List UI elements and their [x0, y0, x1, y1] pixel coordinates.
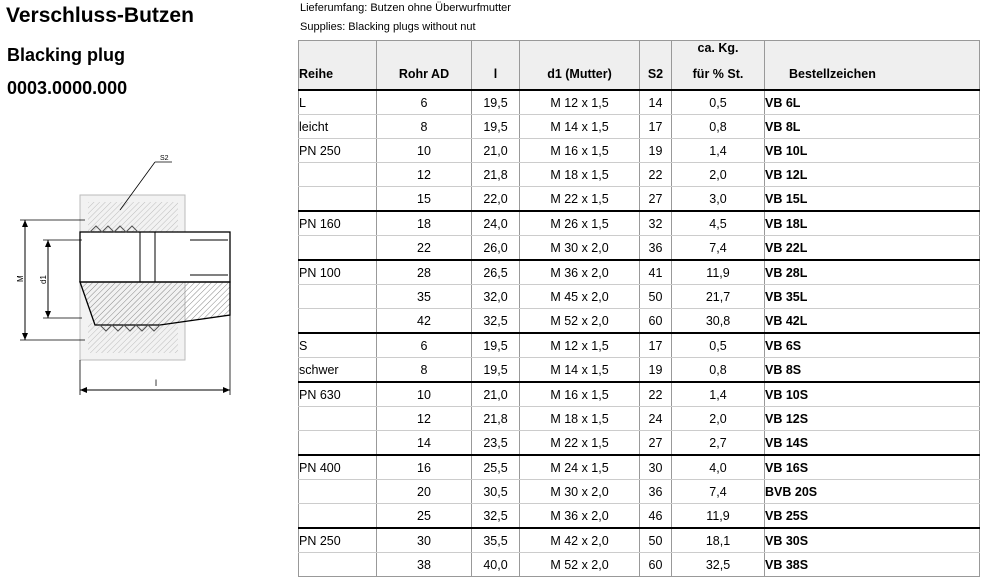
cell-l: 32,0 [472, 285, 520, 309]
header-s2: S2 [640, 41, 672, 91]
spec-table [298, 40, 980, 577]
cell-rohr-ad: 12 [377, 407, 472, 431]
cell-reihe: L [299, 90, 377, 115]
table-row [299, 115, 980, 139]
cell-s2: 50 [640, 528, 672, 553]
dimension-label-m: M [16, 275, 25, 282]
cell-weight: 0,8 [672, 115, 765, 139]
table-row [299, 382, 980, 407]
dimension-label-d1: d1 [39, 275, 48, 284]
cell-d1: M 30 x 2,0 [520, 480, 640, 504]
header-d1: d1 (Mutter) [520, 41, 640, 91]
table-row [299, 163, 980, 187]
cell-d1: M 22 x 1,5 [520, 187, 640, 212]
cell-s2: 60 [640, 309, 672, 334]
cell-bestellzeichen: VB 30S [765, 528, 980, 553]
cell-l: 32,5 [472, 504, 520, 529]
cell-s2: 46 [640, 504, 672, 529]
cell-d1: M 36 x 2,0 [520, 260, 640, 285]
cell-d1: M 26 x 1,5 [520, 211, 640, 236]
cell-weight: 7,4 [672, 236, 765, 261]
cell-reihe [299, 236, 377, 261]
header-reihe: Reihe [299, 41, 377, 91]
technical-drawing [10, 150, 250, 405]
cell-rohr-ad: 22 [377, 236, 472, 261]
cell-reihe: leicht [299, 115, 377, 139]
cell-l: 19,5 [472, 358, 520, 383]
cell-rohr-ad: 8 [377, 358, 472, 383]
cell-l: 21,8 [472, 163, 520, 187]
cell-l: 19,5 [472, 90, 520, 115]
cell-s2: 17 [640, 115, 672, 139]
cell-rohr-ad: 14 [377, 431, 472, 456]
cell-rohr-ad: 12 [377, 163, 472, 187]
header-bestellzeichen: Bestellzeichen [765, 41, 980, 91]
cell-weight: 18,1 [672, 528, 765, 553]
cell-reihe [299, 285, 377, 309]
cell-l: 40,0 [472, 553, 520, 577]
cell-rohr-ad: 28 [377, 260, 472, 285]
cell-reihe: PN 250 [299, 139, 377, 163]
cell-d1: M 18 x 1,5 [520, 407, 640, 431]
cell-s2: 36 [640, 480, 672, 504]
cell-weight: 0,5 [672, 90, 765, 115]
cell-rohr-ad: 18 [377, 211, 472, 236]
cell-s2: 27 [640, 431, 672, 456]
cell-d1: M 22 x 1,5 [520, 431, 640, 456]
cell-reihe [299, 163, 377, 187]
cell-s2: 36 [640, 236, 672, 261]
cell-rohr-ad: 20 [377, 480, 472, 504]
cell-bestellzeichen: VB 12L [765, 163, 980, 187]
cell-weight: 2,7 [672, 431, 765, 456]
cell-weight: 11,9 [672, 260, 765, 285]
dimension-label-l: l [155, 378, 157, 388]
cell-rohr-ad: 6 [377, 90, 472, 115]
table-row [299, 480, 980, 504]
cell-rohr-ad: 38 [377, 553, 472, 577]
part-number: 0003.0000.000 [7, 78, 128, 98]
cell-weight: 32,5 [672, 553, 765, 577]
cell-weight: 2,0 [672, 163, 765, 187]
cell-l: 26,5 [472, 260, 520, 285]
cell-rohr-ad: 42 [377, 309, 472, 334]
cell-bestellzeichen: VB 18L [765, 211, 980, 236]
product-subtitle: Blacking plug [7, 45, 126, 65]
cell-bestellzeichen: VB 15L [765, 187, 980, 212]
cell-s2: 30 [640, 455, 672, 480]
cell-d1: M 18 x 1,5 [520, 163, 640, 187]
cell-bestellzeichen: VB 6L [765, 90, 980, 115]
cell-reihe: PN 160 [299, 211, 377, 236]
cell-s2: 17 [640, 333, 672, 358]
cell-d1: M 30 x 2,0 [520, 236, 640, 261]
table-row [299, 407, 980, 431]
cell-l: 30,5 [472, 480, 520, 504]
table-row [299, 90, 980, 115]
table-row [299, 431, 980, 456]
cell-d1: M 14 x 1,5 [520, 115, 640, 139]
cell-bestellzeichen: VB 12S [765, 407, 980, 431]
cell-bestellzeichen: VB 22L [765, 236, 980, 261]
cell-weight: 0,8 [672, 358, 765, 383]
cell-l: 24,0 [472, 211, 520, 236]
table-row [299, 260, 980, 285]
cell-d1: M 52 x 2,0 [520, 309, 640, 334]
table-header-row [299, 41, 980, 91]
cell-weight: 1,4 [672, 139, 765, 163]
table-row [299, 309, 980, 334]
cell-s2: 19 [640, 358, 672, 383]
cell-rohr-ad: 15 [377, 187, 472, 212]
table-row [299, 211, 980, 236]
cell-reihe: schwer [299, 358, 377, 383]
header-weight: ca. Kg. für % St. [672, 41, 765, 91]
cell-rohr-ad: 10 [377, 382, 472, 407]
cell-bestellzeichen: VB 10S [765, 382, 980, 407]
header-l: l [472, 41, 520, 91]
cell-d1: M 12 x 1,5 [520, 90, 640, 115]
cell-rohr-ad: 6 [377, 333, 472, 358]
cell-s2: 32 [640, 211, 672, 236]
cell-bestellzeichen: VB 10L [765, 139, 980, 163]
cell-weight: 21,7 [672, 285, 765, 309]
cell-reihe [299, 504, 377, 529]
cell-bestellzeichen: VB 35L [765, 285, 980, 309]
cell-s2: 41 [640, 260, 672, 285]
cell-d1: M 42 x 2,0 [520, 528, 640, 553]
cell-bestellzeichen: VB 16S [765, 455, 980, 480]
cell-reihe [299, 431, 377, 456]
cell-d1: M 16 x 1,5 [520, 139, 640, 163]
table-row [299, 333, 980, 358]
cell-d1: M 14 x 1,5 [520, 358, 640, 383]
cell-rohr-ad: 16 [377, 455, 472, 480]
cell-rohr-ad: 8 [377, 115, 472, 139]
cell-rohr-ad: 10 [377, 139, 472, 163]
table-row [299, 553, 980, 577]
cell-rohr-ad: 25 [377, 504, 472, 529]
cell-d1: M 45 x 2,0 [520, 285, 640, 309]
table-row [299, 187, 980, 212]
cell-weight: 4,5 [672, 211, 765, 236]
cell-weight: 1,4 [672, 382, 765, 407]
table-row [299, 139, 980, 163]
cell-d1: M 52 x 2,0 [520, 553, 640, 577]
cell-weight: 30,8 [672, 309, 765, 334]
cell-weight: 0,5 [672, 333, 765, 358]
table-row [299, 236, 980, 261]
cell-bestellzeichen: VB 8L [765, 115, 980, 139]
cell-bestellzeichen: VB 42L [765, 309, 980, 334]
table-row [299, 455, 980, 480]
table-row [299, 528, 980, 553]
cell-bestellzeichen: VB 25S [765, 504, 980, 529]
dimension-label-s2: S2 [160, 155, 169, 162]
cell-weight: 4,0 [672, 455, 765, 480]
cell-weight: 7,4 [672, 480, 765, 504]
cell-d1: M 16 x 1,5 [520, 382, 640, 407]
cell-bestellzeichen: VB 8S [765, 358, 980, 383]
cell-d1: M 12 x 1,5 [520, 333, 640, 358]
cell-l: 21,0 [472, 382, 520, 407]
cell-l: 25,5 [472, 455, 520, 480]
cell-l: 21,8 [472, 407, 520, 431]
cell-bestellzeichen: BVB 20S [765, 480, 980, 504]
cell-l: 35,5 [472, 528, 520, 553]
cell-reihe [299, 480, 377, 504]
cell-s2: 50 [640, 285, 672, 309]
header-rohr-ad: Rohr AD [377, 41, 472, 91]
cell-reihe: S [299, 333, 377, 358]
cell-s2: 24 [640, 407, 672, 431]
cell-reihe [299, 309, 377, 334]
cell-weight: 3,0 [672, 187, 765, 212]
cell-weight: 11,9 [672, 504, 765, 529]
cell-l: 23,5 [472, 431, 520, 456]
cell-d1: M 36 x 2,0 [520, 504, 640, 529]
cell-s2: 22 [640, 382, 672, 407]
cell-l: 32,5 [472, 309, 520, 334]
cell-rohr-ad: 35 [377, 285, 472, 309]
cell-bestellzeichen: VB 14S [765, 431, 980, 456]
cell-bestellzeichen: VB 38S [765, 553, 980, 577]
supply-note-en: Supplies: Blacking plugs without nut [300, 21, 476, 33]
cell-l: 21,0 [472, 139, 520, 163]
cell-s2: 22 [640, 163, 672, 187]
cell-rohr-ad: 30 [377, 528, 472, 553]
cell-s2: 19 [640, 139, 672, 163]
cell-d1: M 24 x 1,5 [520, 455, 640, 480]
cell-reihe: PN 400 [299, 455, 377, 480]
cell-reihe: PN 630 [299, 382, 377, 407]
cell-bestellzeichen: VB 28L [765, 260, 980, 285]
table-row [299, 285, 980, 309]
table-row [299, 504, 980, 529]
cell-s2: 14 [640, 90, 672, 115]
cell-s2: 27 [640, 187, 672, 212]
cell-reihe: PN 100 [299, 260, 377, 285]
cell-l: 19,5 [472, 333, 520, 358]
cell-reihe [299, 553, 377, 577]
cell-bestellzeichen: VB 6S [765, 333, 980, 358]
cell-s2: 60 [640, 553, 672, 577]
cell-l: 22,0 [472, 187, 520, 212]
cell-weight: 2,0 [672, 407, 765, 431]
cell-l: 19,5 [472, 115, 520, 139]
table-row [299, 358, 980, 383]
cell-reihe: PN 250 [299, 528, 377, 553]
supply-note-de: Lieferumfang: Butzen ohne Überwurfmutter [300, 2, 511, 14]
page-title: Verschluss-Butzen [6, 4, 194, 27]
cell-reihe [299, 187, 377, 212]
cell-reihe [299, 407, 377, 431]
cell-l: 26,0 [472, 236, 520, 261]
